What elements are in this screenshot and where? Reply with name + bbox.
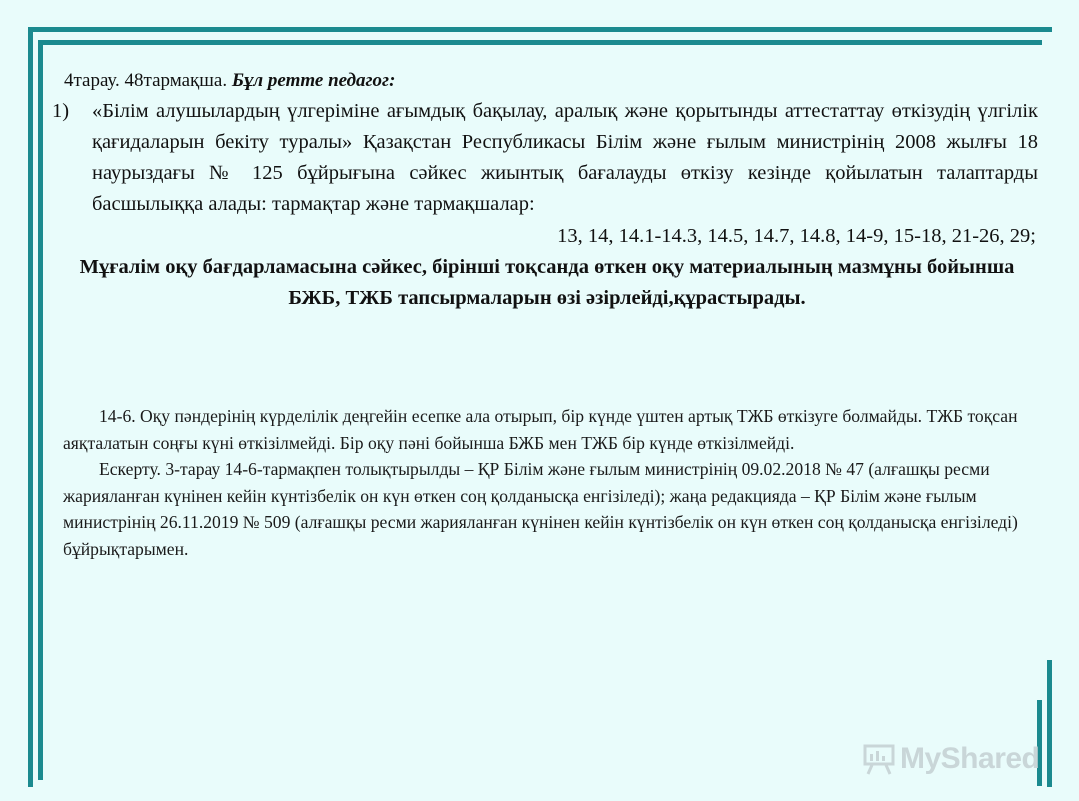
list-item-text: «Білім алушылардың үлгеріміне ағымдық бақылау, аралық және қорытынды аттестаттау өткізудің үлгілік қағидаларын бекіту туралы» Қазақстан Республикасы Білім және ғылым министрінің 2008 жылғы 18 наурыздағы № 125 бұйрығына сәйкес жиынтық бағалауды өткізу кезінде қойылатын талаптарды басшылыққа алады: тармақтар және тармақшалар:: [92, 100, 1038, 215]
watermark-text: MyShared: [900, 742, 1040, 775]
notes-section: [63, 403, 1061, 562]
chapter-prefix: 4тарау. 48тармақша.: [64, 70, 228, 91]
watermark-logo: [862, 737, 1042, 781]
clause-references: 13, 14, 14.1-14.3, 14.5, 14.7, 14.8, 14-9, 15-18, 21-26, 29;: [557, 225, 1036, 247]
frame-line-top-outer: [28, 27, 1052, 32]
frame-line-left-outer: [28, 27, 33, 787]
note-paragraph-1: 14-6. Оқу пәндерінің күрделілік деңгейін есепке ала отырып, бір күнде үштен артық ТЖБ өткізуге болмайды. ТЖБ тоқсан аяқталатын соңғы күні өткізілмейді. Бір оқу пәні бойынша БЖБ мен ТЖБ бір күнде өткізілмейді.: [63, 406, 1018, 453]
chapter-heading: [64, 70, 1042, 92]
teacher-statement: Мұғалім оқу бағдарламасына сәйкес, бірінші тоқсанда өткен оқу материалының мазмұны бойынша БЖБ, ТЖБ тапсырмаларын өзі әзірлейді,құрастырады.: [79, 256, 1015, 309]
presentation-board-icon: [862, 742, 896, 776]
chapter-emphasis: Бұл ретте педагог:: [231, 70, 396, 91]
note-paragraph-2: Ескерту. 3-тарау 14-6-тармақпен толықтырылды – ҚР Білім және ғылым министрінің 09.02.2018 № 47 (алғашқы ресми жарияланған күнінен кейін күнтізбелік он күн өткен соң қолданысқа енгізіледі); жаңа редакцияда – ҚР Білім және ғылым министрінің 26.11.2019 № 509 (алғашқы ресми жарияланған күнінен кейін күнтізбелік он күн өткен соң қолданысқа енгізіледі) бұйрықтарымен.: [63, 459, 1018, 559]
frame-line-right-outer: [1047, 660, 1052, 787]
list-item: [52, 96, 1042, 220]
document-body: [52, 70, 1042, 314]
frame-line-left-inner: [38, 40, 43, 780]
frame-line-top-inner: [38, 40, 1042, 45]
list-item-number: 1): [52, 100, 70, 122]
